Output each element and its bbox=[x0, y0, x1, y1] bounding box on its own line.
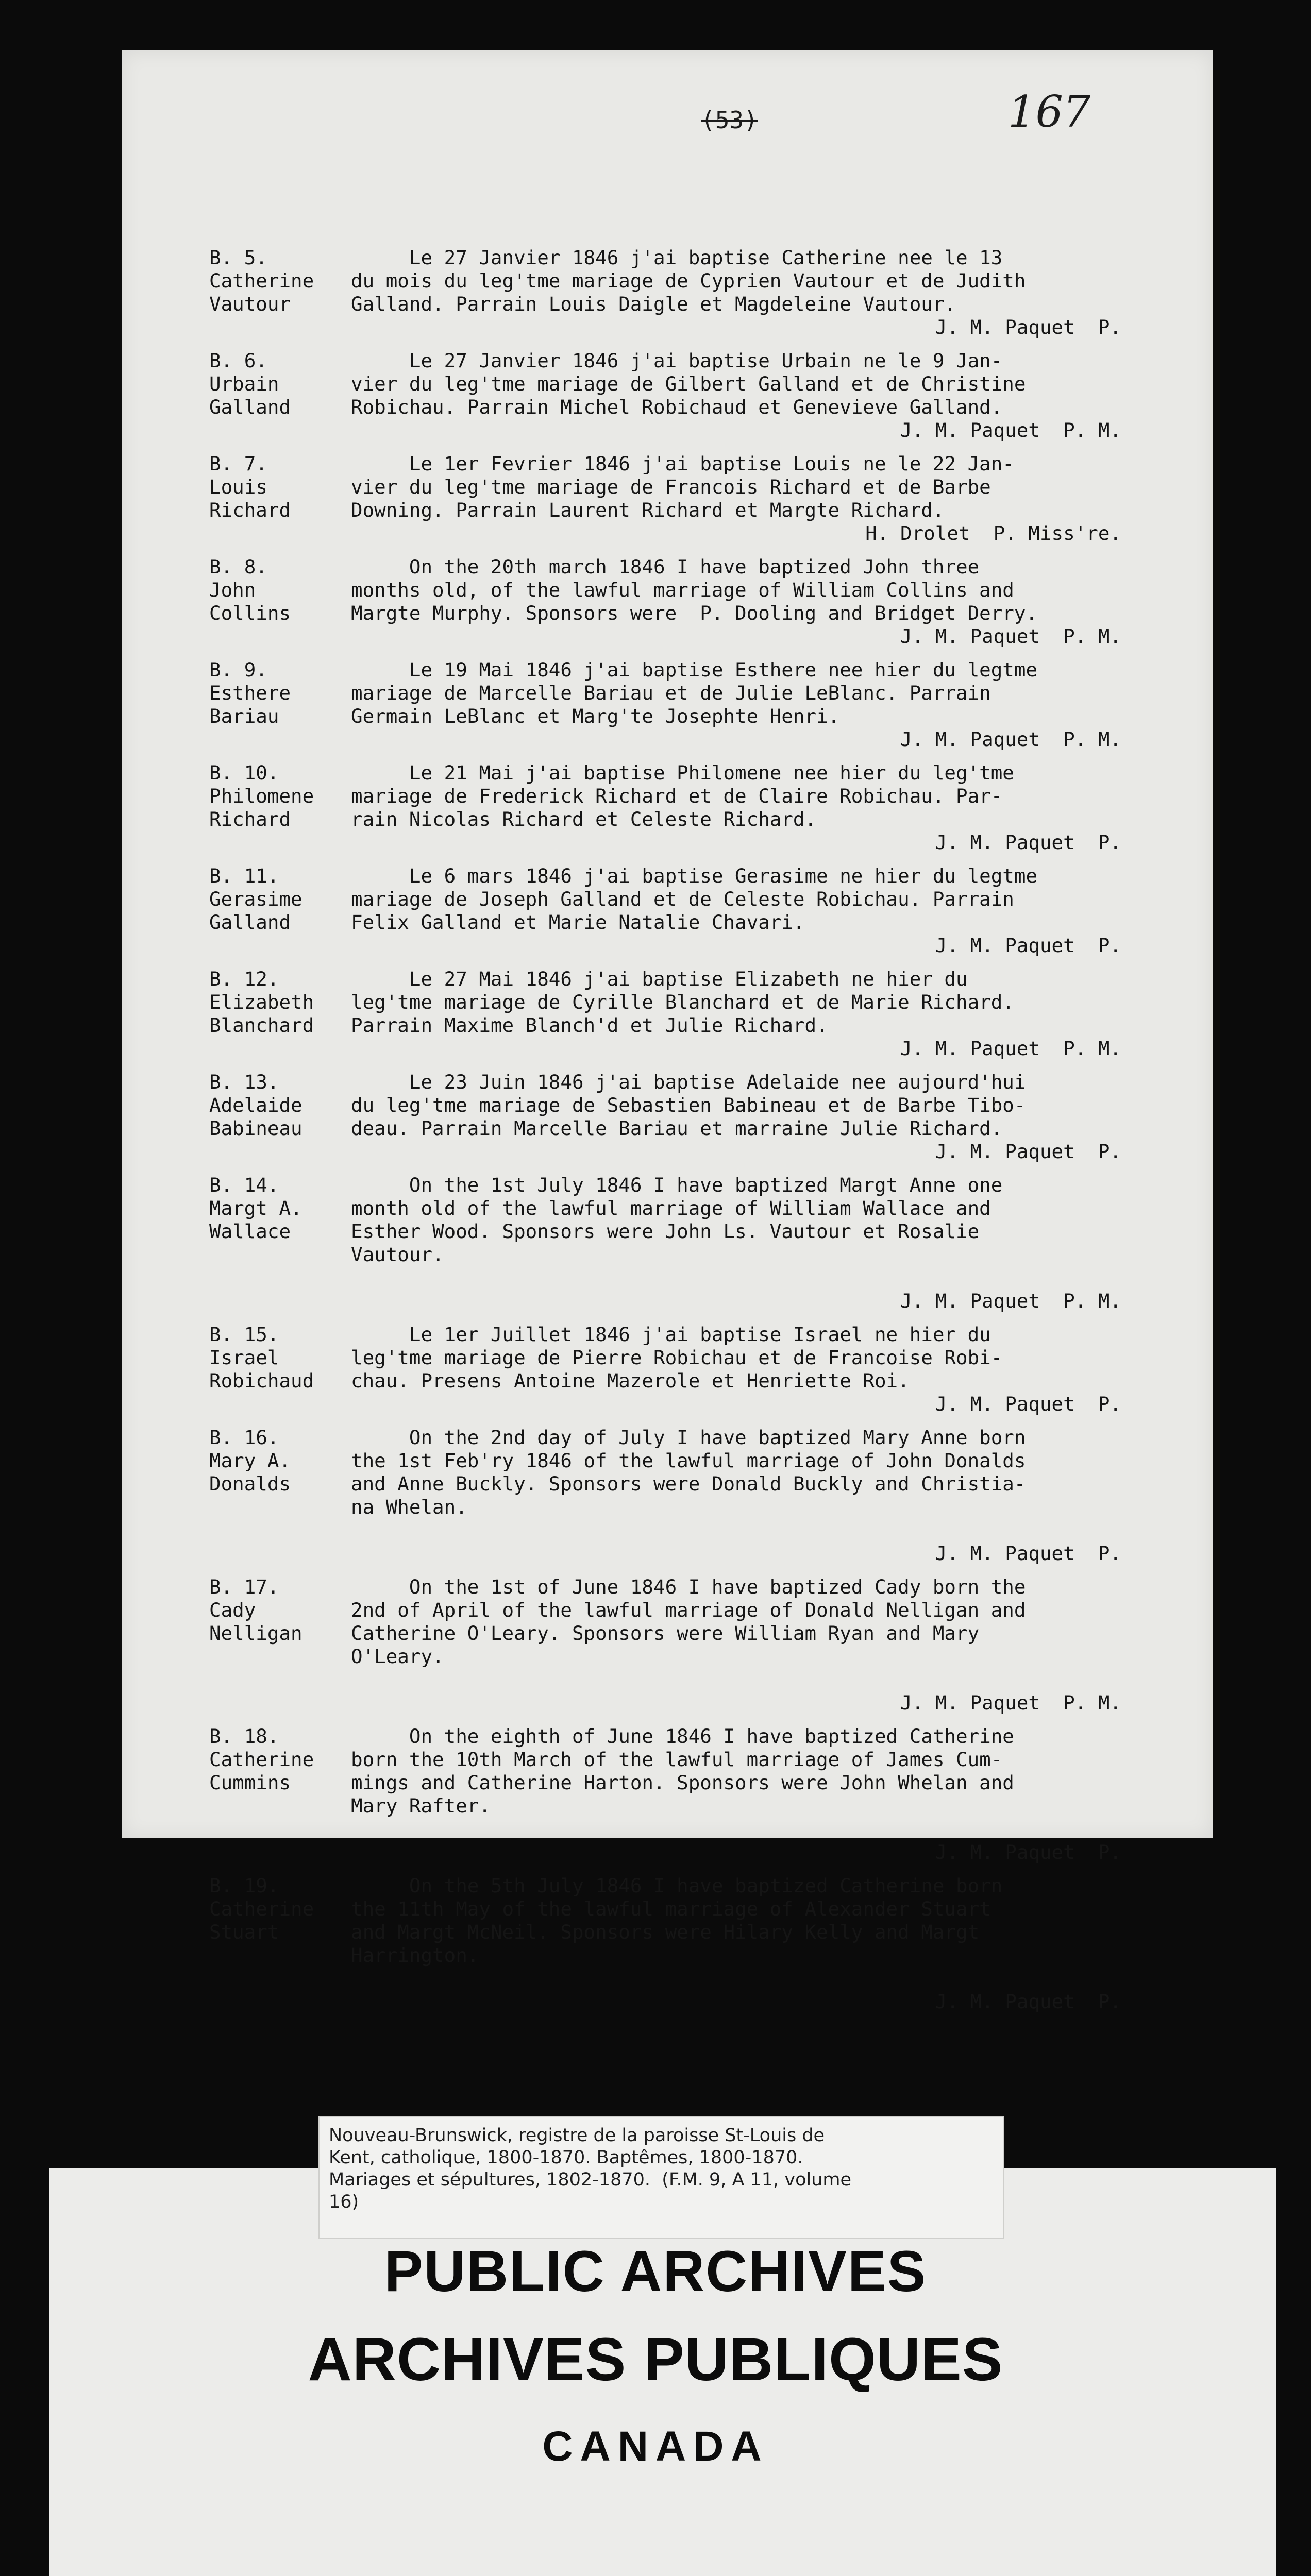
entry-line: Germain LeBlanc et Marg'te Josephte Henri. bbox=[351, 705, 840, 727]
entry-line: Le 19 Mai 1846 j'ai baptise Esthere nee hier du legtme bbox=[351, 658, 1038, 681]
margin-line: Catherine bbox=[209, 269, 314, 292]
entry-line: mariage de Frederick Richard et de Claire Robichau. Par- bbox=[351, 785, 1003, 807]
baptism-entry bbox=[209, 1071, 1188, 1163]
priest-signature: J. M. Paquet P. bbox=[935, 1140, 1121, 1163]
label-line: Mariages et sépultures, 1802-1870. (F.M. 9, A 11, volume bbox=[329, 2170, 852, 2190]
entry-line: Parrain Maxime Blanch'd et Julie Richard. bbox=[351, 1014, 828, 1037]
entry-line: na Whelan. bbox=[351, 1496, 467, 1518]
priest-signature: J. M. Paquet P. bbox=[935, 1393, 1121, 1415]
entry-line: Downing. Parrain Laurent Richard et Margte Richard. bbox=[351, 499, 945, 521]
margin-line: Robichaud bbox=[209, 1369, 314, 1392]
entry-line: On the 20th march 1846 I have baptized John three bbox=[351, 555, 980, 578]
priest-signature: J. M. Paquet P. M. bbox=[900, 1037, 1121, 1060]
margin-line: Louis bbox=[209, 476, 267, 498]
margin-line: John bbox=[209, 579, 256, 601]
entry-text bbox=[351, 1174, 1188, 1313]
entry-line: month old of the lawful marriage of William Wallace and bbox=[351, 1197, 991, 1219]
entry-line: Felix Galland et Marie Natalie Chavari. bbox=[351, 911, 805, 934]
margin-line: Donalds bbox=[209, 1472, 291, 1495]
entry-text bbox=[351, 1575, 1188, 1715]
priest-signature: J. M. Paquet P. bbox=[935, 1841, 1121, 1863]
margin-line: B. 18. bbox=[209, 1725, 279, 1748]
entry-spacer bbox=[209, 751, 1188, 761]
margin-line: B. 15. bbox=[209, 1323, 279, 1346]
entry-spacer bbox=[209, 1060, 1188, 1071]
entry-line: deau. Parrain Marcelle Bariau et marraine Julie Richard. bbox=[351, 1117, 1003, 1140]
entry-spacer bbox=[209, 442, 1188, 452]
archives-country: CANADA bbox=[542, 2423, 769, 2470]
entry-line: Le 1er Fevrier 1846 j'ai baptise Louis ne le 22 Jan- bbox=[351, 452, 1014, 475]
entry-margin-note bbox=[209, 1174, 351, 1313]
entry-margin-note bbox=[209, 1575, 351, 1715]
entry-text bbox=[351, 349, 1188, 442]
entry-line: mariage de Marcelle Bariau et de Julie LeBlanc. Parrain bbox=[351, 682, 991, 704]
entry-margin-note bbox=[209, 658, 351, 751]
entry-margin-note bbox=[209, 1874, 351, 2013]
entry-line: On the 1st of June 1846 I have baptized Cady born the bbox=[351, 1575, 1026, 1598]
baptism-entry bbox=[209, 1426, 1188, 1565]
entry-spacer bbox=[209, 545, 1188, 555]
baptism-entry bbox=[209, 452, 1188, 545]
label-line: 16) bbox=[329, 2192, 359, 2212]
baptism-entry bbox=[209, 1874, 1188, 2013]
entry-spacer bbox=[209, 339, 1188, 349]
margin-line: Richard bbox=[209, 808, 291, 831]
entry-text bbox=[351, 761, 1188, 854]
margin-line: B. 13. bbox=[209, 1071, 279, 1093]
margin-line: Cummins bbox=[209, 1771, 291, 1794]
entry-margin-note bbox=[209, 452, 351, 545]
margin-line: Margt A. bbox=[209, 1197, 302, 1219]
margin-line: Wallace bbox=[209, 1220, 291, 1243]
entry-line bbox=[351, 1266, 1188, 1290]
margin-line: B. 8. bbox=[209, 555, 267, 578]
margin-line: Israel bbox=[209, 1346, 279, 1369]
entry-line: Le 6 mars 1846 j'ai baptise Gerasime ne hier du legtme bbox=[351, 865, 1038, 887]
margin-line: B. 11. bbox=[209, 865, 279, 887]
margin-line: Nelligan bbox=[209, 1622, 302, 1645]
entry-line: Le 1er Juillet 1846 j'ai baptise Israel ne hier du bbox=[351, 1323, 991, 1346]
entry-line: Le 21 Mai j'ai baptise Philomene nee hier du leg'tme bbox=[351, 761, 1014, 784]
margin-line: Mary A. bbox=[209, 1449, 291, 1472]
entry-line: O'Leary. bbox=[351, 1645, 444, 1668]
baptism-entry bbox=[209, 761, 1188, 854]
priest-signature: J. M. Paquet P. M. bbox=[900, 419, 1121, 442]
entry-line: On the 5th July 1846 I have baptized Catherine born bbox=[351, 1874, 1003, 1897]
entry-text bbox=[351, 1426, 1188, 1565]
entry-line: Catherine O'Leary. Sponsors were William Ryan and Mary bbox=[351, 1622, 980, 1645]
priest-signature: J. M. Paquet P. bbox=[935, 1990, 1121, 2013]
entry-line: du mois du leg'tme mariage de Cyprien Vautour et de Judith bbox=[351, 269, 1026, 292]
entry-spacer bbox=[209, 957, 1188, 968]
entry-line bbox=[351, 1519, 1188, 1542]
entry-line bbox=[351, 1668, 1188, 1691]
entry-text bbox=[351, 968, 1188, 1060]
entry-spacer bbox=[209, 648, 1188, 658]
margin-line: Bariau bbox=[209, 705, 279, 727]
entry-line: Robichau. Parrain Michel Robichaud et Genevieve Galland. bbox=[351, 396, 1003, 418]
entry-spacer bbox=[209, 1313, 1188, 1323]
margin-line: B. 12. bbox=[209, 968, 279, 990]
margin-line: Catherine bbox=[209, 1897, 314, 1920]
entry-text bbox=[351, 658, 1188, 751]
entry-text bbox=[351, 246, 1188, 339]
entry-line: Mary Rafter. bbox=[351, 1794, 491, 1817]
entry-spacer bbox=[209, 1163, 1188, 1174]
entry-line: born the 10th March of the lawful marriage of James Cum- bbox=[351, 1748, 1003, 1771]
priest-signature: J. M. Paquet P. bbox=[935, 934, 1121, 957]
margin-line: Collins bbox=[209, 602, 291, 624]
margin-line: Elizabeth bbox=[209, 991, 314, 1013]
margin-line: B. 5. bbox=[209, 246, 267, 269]
entry-line: Le 23 Juin 1846 j'ai baptise Adelaide nee aujourd'hui bbox=[351, 1071, 1026, 1093]
margin-line: Richard bbox=[209, 499, 291, 521]
entry-margin-note bbox=[209, 349, 351, 442]
entry-line: du leg'tme mariage de Sebastien Babineau et de Barbe Tibo- bbox=[351, 1094, 1026, 1116]
entry-margin-note bbox=[209, 865, 351, 957]
entry-line: leg'tme mariage de Pierre Robichau et de Francoise Robi- bbox=[351, 1346, 1003, 1369]
entry-spacer bbox=[209, 1715, 1188, 1725]
entry-line: On the 1st July 1846 I have baptized Margt Anne one bbox=[351, 1174, 1003, 1196]
entry-margin-note bbox=[209, 968, 351, 1060]
priest-signature: J. M. Paquet P. bbox=[935, 831, 1121, 854]
entry-text bbox=[351, 555, 1188, 648]
page-number: 167 bbox=[1008, 87, 1091, 137]
margin-line: Stuart bbox=[209, 1921, 279, 1943]
margin-line: B. 6. bbox=[209, 349, 267, 372]
entry-margin-note bbox=[209, 1071, 351, 1163]
margin-line: Adelaide bbox=[209, 1094, 302, 1116]
baptism-entry bbox=[209, 246, 1188, 339]
priest-signature: J. M. Paquet P. M. bbox=[900, 728, 1121, 751]
label-line: Nouveau-Brunswick, registre de la paroisse St-Louis de bbox=[329, 2125, 825, 2146]
margin-line: Galland bbox=[209, 911, 291, 934]
entry-spacer bbox=[209, 854, 1188, 865]
entry-margin-note bbox=[209, 761, 351, 854]
entry-margin-note bbox=[209, 555, 351, 648]
entry-text bbox=[351, 865, 1188, 957]
entry-line: 2nd of April of the lawful marriage of Donald Nelligan and bbox=[351, 1599, 1026, 1621]
entry-text bbox=[351, 1323, 1188, 1416]
entry-line: Margte Murphy. Sponsors were P. Dooling and Bridget Derry. bbox=[351, 602, 1038, 624]
entry-text bbox=[351, 1874, 1188, 2013]
baptism-entry bbox=[209, 555, 1188, 648]
entry-line: Le 27 Janvier 1846 j'ai baptise Urbain ne le 9 Jan- bbox=[351, 349, 1003, 372]
entry-line: On the 2nd day of July I have baptized Mary Anne born bbox=[351, 1426, 1026, 1449]
entry-line: mings and Catherine Harton. Sponsors were John Whelan and bbox=[351, 1771, 1014, 1794]
entry-line: and Margt McNeil. Sponsors were Hilary Kelly and Margt bbox=[351, 1921, 980, 1943]
entry-line: months old, of the lawful marriage of William Collins and bbox=[351, 579, 1014, 601]
margin-line: B. 19. bbox=[209, 1874, 279, 1897]
entry-spacer bbox=[209, 2013, 1188, 2024]
entry-line: leg'tme mariage de Cyrille Blanchard et de Marie Richard. bbox=[351, 991, 1014, 1013]
label-line: Kent, catholique, 1800-1870. Baptêmes, 1800-1870. bbox=[329, 2147, 803, 2168]
priest-signature: H. Drolet P. Miss're. bbox=[865, 522, 1121, 545]
baptism-entry bbox=[209, 1174, 1188, 1313]
baptism-entry bbox=[209, 1575, 1188, 1715]
entry-line: chau. Presens Antoine Mazerole et Henriette Roi. bbox=[351, 1369, 910, 1392]
baptism-entry bbox=[209, 349, 1188, 442]
margin-line: Vautour bbox=[209, 293, 291, 315]
entry-margin-note bbox=[209, 1426, 351, 1565]
entry-line: Le 27 Mai 1846 j'ai baptise Elizabeth ne hier du bbox=[351, 968, 968, 990]
entry-text bbox=[351, 1071, 1188, 1163]
entry-margin-note bbox=[209, 246, 351, 339]
entry-line: Galland. Parrain Louis Daigle et Magdeleine Vautour. bbox=[351, 293, 956, 315]
register-page bbox=[122, 50, 1213, 2013]
margin-line: B. 14. bbox=[209, 1174, 279, 1196]
entry-text bbox=[351, 1725, 1188, 1864]
entry-spacer bbox=[209, 1565, 1188, 1575]
baptism-entry bbox=[209, 658, 1188, 751]
priest-signature: J. M. Paquet P. M. bbox=[900, 1691, 1121, 1714]
entry-line: rain Nicolas Richard et Celeste Richard. bbox=[351, 808, 817, 831]
entry-margin-note bbox=[209, 1323, 351, 1416]
entry-line: Harrington. bbox=[351, 1944, 479, 1967]
entry-line: the 1st Feb'ry 1846 of the lawful marriage of John Donalds bbox=[351, 1449, 1026, 1472]
entry-line: mariage de Joseph Galland et de Celeste Robichau. Parrain bbox=[351, 888, 1014, 910]
baptism-entry bbox=[209, 865, 1188, 957]
margin-line: B. 7. bbox=[209, 452, 267, 475]
archives-title-en: PUBLIC ARCHIVES bbox=[384, 2239, 927, 2303]
baptism-entries bbox=[209, 246, 1188, 2024]
baptism-entry bbox=[209, 968, 1188, 1060]
entry-line bbox=[351, 1967, 1188, 1990]
priest-signature: J. M. Paquet P. M. bbox=[900, 1290, 1121, 1312]
entry-margin-note bbox=[209, 1725, 351, 1864]
entry-line: Le 27 Janvier 1846 j'ai baptise Catherine nee le 13 bbox=[351, 246, 1003, 269]
priest-signature: J. M. Paquet P. M. bbox=[900, 625, 1121, 648]
entry-line: Vautour. bbox=[351, 1243, 444, 1266]
margin-line: B. 10. bbox=[209, 761, 279, 784]
margin-line: Cady bbox=[209, 1599, 256, 1621]
margin-line: Gerasime bbox=[209, 888, 302, 910]
margin-line: Babineau bbox=[209, 1117, 302, 1140]
archives-title-fr: ARCHIVES PUBLIQUES bbox=[308, 2326, 1003, 2394]
entry-spacer bbox=[209, 1864, 1188, 1874]
margin-line: B. 17. bbox=[209, 1575, 279, 1598]
baptism-entry bbox=[209, 1323, 1188, 1416]
margin-line: Blanchard bbox=[209, 1014, 314, 1037]
entry-line: and Anne Buckly. Sponsors were Donald Buckly and Christia- bbox=[351, 1472, 1026, 1495]
margin-line: Galland bbox=[209, 396, 291, 418]
entry-text bbox=[351, 452, 1188, 545]
entry-spacer bbox=[209, 1416, 1188, 1426]
margin-line: Urbain bbox=[209, 372, 279, 395]
baptism-entry bbox=[209, 1725, 1188, 1864]
margin-line: Esthere bbox=[209, 682, 291, 704]
entry-line: On the eighth of June 1846 I have baptized Catherine bbox=[351, 1725, 1014, 1748]
microfilm-label bbox=[318, 2116, 1004, 2239]
entry-line bbox=[351, 1818, 1188, 1841]
entry-line: vier du leg'tme mariage de Gilbert Galland et de Christine bbox=[351, 372, 1026, 395]
entry-line: vier du leg'tme mariage de Francois Richard et de Barbe bbox=[351, 476, 991, 498]
margin-line: B. 9. bbox=[209, 658, 267, 681]
priest-signature: J. M. Paquet P. bbox=[935, 1542, 1121, 1565]
entry-line: the 11th May of the lawful marriage of Alexander Stuart bbox=[351, 1897, 991, 1920]
old-page-number: (53) bbox=[701, 106, 758, 134]
margin-line: Philomene bbox=[209, 785, 314, 807]
entry-line: Esther Wood. Sponsors were John Ls. Vautour et Rosalie bbox=[351, 1220, 980, 1243]
margin-line: Catherine bbox=[209, 1748, 314, 1771]
margin-line: B. 16. bbox=[209, 1426, 279, 1449]
priest-signature: J. M. Paquet P. bbox=[935, 316, 1121, 338]
